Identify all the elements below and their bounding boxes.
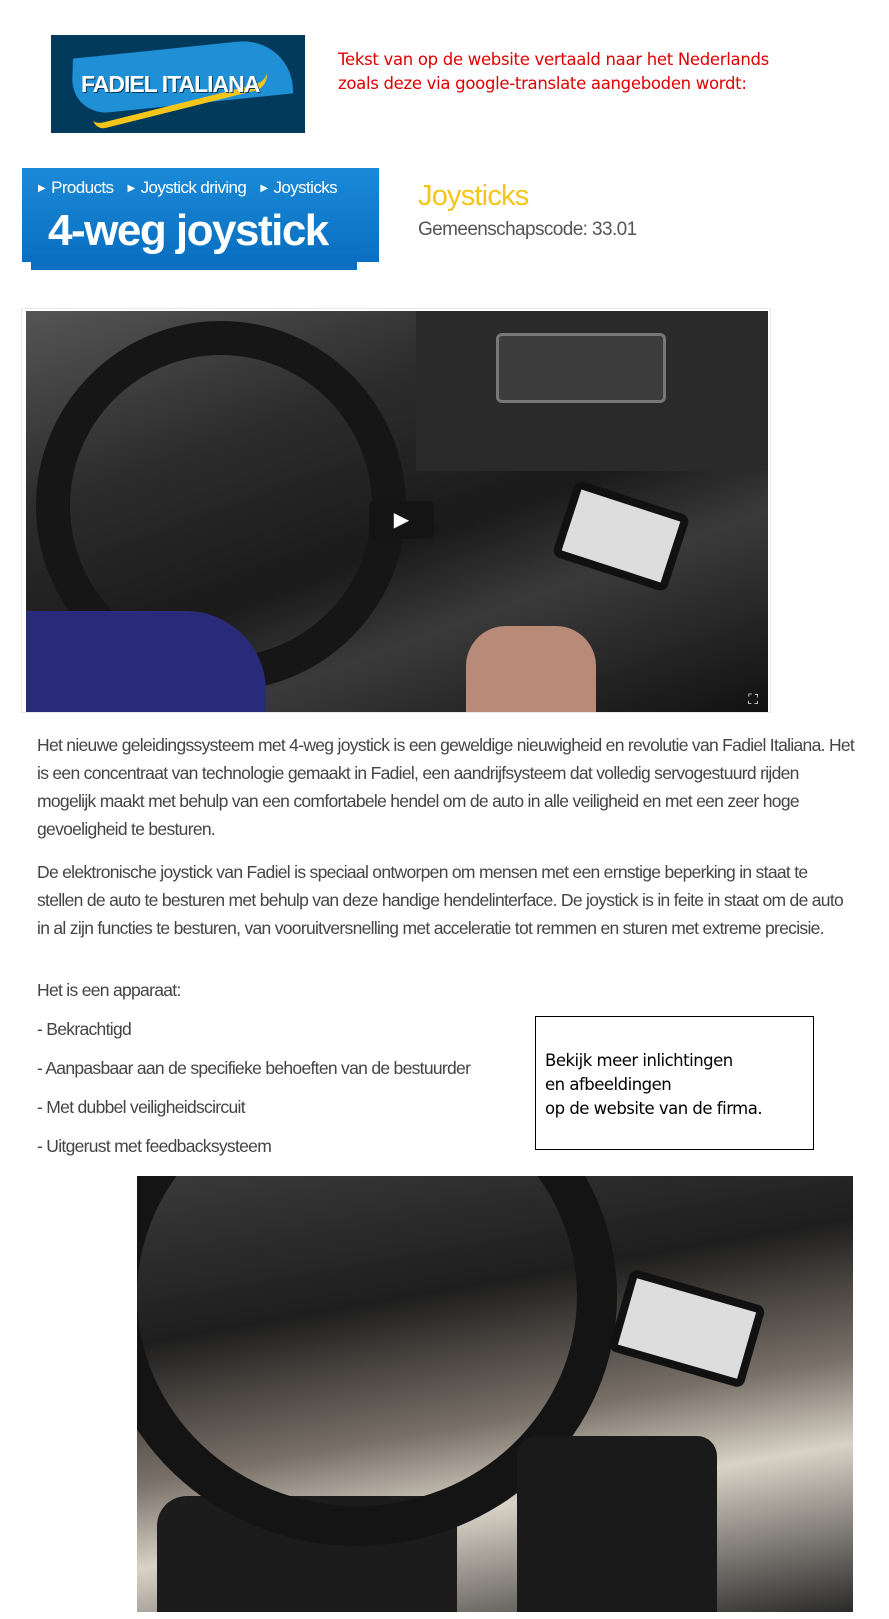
driver-arm: [26, 611, 266, 712]
mercedes-interior-photo: [137, 1176, 853, 1612]
play-icon: ▶: [393, 509, 410, 531]
triangle-right-icon: ▶: [260, 183, 268, 194]
note-line-1: Tekst van op de website vertaald naar het Nederlands: [338, 50, 769, 69]
info-callout-box: Bekijk meer inlichtingen en afbeeldingen op de website van de firma.: [535, 1016, 814, 1150]
note-line-2: zoals deze via google-translate aangeboden wordt:: [338, 74, 747, 93]
car-radio: [496, 333, 666, 403]
category-title: Joysticks: [418, 180, 529, 212]
breadcrumb-joystick-driving[interactable]: Joystick driving: [140, 178, 247, 197]
video-player[interactable]: [21, 308, 771, 713]
feature-item: - Met dubbel veiligheidscircuit: [37, 1097, 245, 1117]
feature-item: - Bekrachtigd: [37, 1019, 132, 1039]
fullscreen-icon[interactable]: ⛶: [748, 691, 758, 707]
joystick-display: [608, 1268, 766, 1388]
joystick-display: [552, 479, 691, 592]
breadcrumb-joysticks[interactable]: Joysticks: [273, 178, 338, 197]
translation-note: [338, 48, 769, 96]
device-intro: Het is een apparaat:: [37, 980, 181, 1000]
triangle-right-icon: ▶: [38, 183, 46, 194]
breadcrumb: [38, 178, 347, 198]
breadcrumb-products[interactable]: Products: [51, 178, 114, 197]
joystick-console: [517, 1436, 717, 1612]
page-title: 4-weg joystick: [48, 206, 328, 255]
feature-item: - Aanpasbaar aan de specifieke behoeften van de bestuurder: [37, 1058, 471, 1078]
video-frame: [26, 311, 768, 712]
logo-text: FADIEL ITALIANA: [81, 71, 260, 97]
hand-on-joystick: [466, 626, 596, 712]
product-code: Gemeenschapscode: 33.01: [418, 219, 637, 240]
description-paragraph: De elektronische joystick van Fadiel is speciaal ontworpen om mensen met een ernstige beperking in staat te stellen de auto te besturen met behulp van deze handige hendelinterface. De joystick is in feite in staat om de auto in al zijn functies te besturen, van vooruitversnelling met acceleratie tot remmen en sturen met extreme precisie.: [37, 862, 844, 938]
triangle-right-icon: ▶: [127, 183, 135, 194]
banner-tab: [31, 255, 357, 270]
intro-paragraph: Het nieuwe geleidingssysteem met 4-weg joystick is een geweldige nieuwigheid en revolutie van Fadiel Italiana. Het is een concentraat van technologie gemaakt in Fadiel, een aandrijfsysteem dat volledig servogestuurd rijden mogelijk maakt met behulp van een comfortabele hendel om de auto in alle veiligheid en met een zeer hoge gevoeligheid te besturen.: [37, 735, 855, 839]
play-button[interactable]: [369, 501, 434, 539]
feature-item: - Uitgerust met feedbacksysteem: [37, 1136, 272, 1156]
fadiel-logo: [51, 35, 305, 133]
